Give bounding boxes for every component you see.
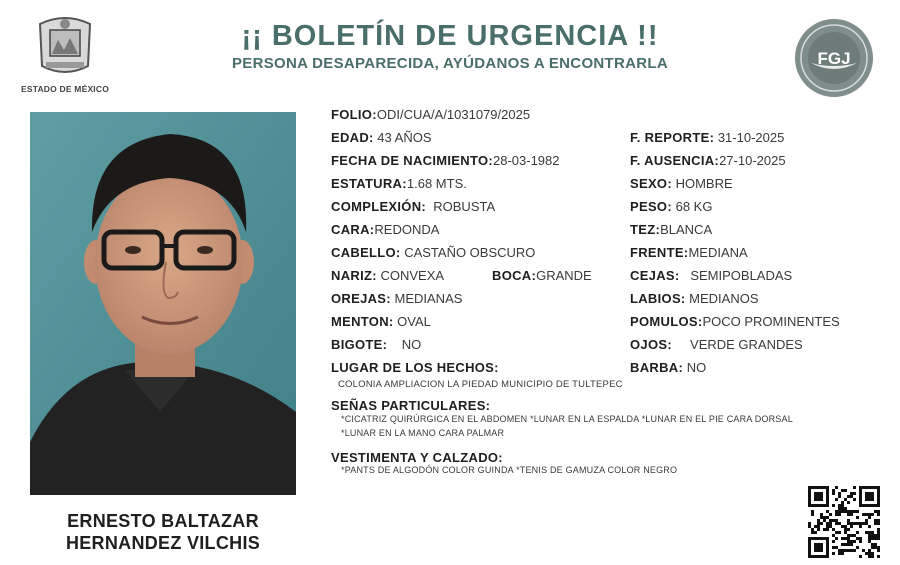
field-bigote — [331, 337, 421, 352]
field-boca — [492, 268, 592, 283]
field-menton — [331, 314, 431, 329]
field-sexo-label: SEXO: — [630, 176, 672, 191]
field-barba — [630, 360, 706, 375]
field-cabello — [331, 245, 535, 260]
field-fecha-nacimiento-label: FECHA DE NACIMIENTO: — [331, 153, 493, 168]
field-nariz-label: NARIZ: — [331, 268, 377, 283]
field-cara — [331, 222, 439, 237]
person-name-line2: HERNANDEZ VILCHIS — [65, 533, 261, 553]
field-f-reporte-label: F. REPORTE: — [630, 130, 715, 145]
field-complexion — [331, 199, 495, 214]
field-estatura — [331, 176, 467, 191]
field-f-reporte-value: 31-10-2025 — [717, 130, 785, 145]
field-frente-value: MEDIANA — [688, 245, 748, 260]
field-pomulos-value: POCO PROMINENTES — [702, 314, 840, 329]
field-boca-value: GRANDE — [536, 268, 592, 283]
field-fecha-nacimiento — [331, 153, 560, 168]
field-estatura-label: ESTATURA: — [331, 176, 407, 191]
field-frente — [630, 245, 748, 260]
lugar-heading: LUGAR DE LOS HECHOS: — [331, 360, 499, 375]
field-orejas — [331, 291, 462, 306]
field-complexion-label: COMPLEXIÓN: — [331, 199, 427, 214]
person-name — [30, 510, 296, 554]
field-folio — [331, 107, 530, 122]
field-cara-label: CARA: — [331, 222, 375, 237]
field-ojos — [630, 337, 803, 352]
field-cejas-value: SEMIPOBLADAS — [690, 268, 793, 283]
field-fecha-nacimiento-value: 28-03-1982 — [493, 153, 560, 168]
field-menton-value: OVAL — [397, 314, 431, 329]
missing-person-photo — [30, 112, 296, 495]
senas-heading: SEÑAS PARTICULARES: — [331, 398, 491, 413]
field-ojos-value: VERDE GRANDES — [690, 337, 803, 352]
field-tez-value: BLANCA — [660, 222, 713, 237]
field-sexo-value: HOMBRE — [675, 176, 733, 191]
field-cabello-value: CASTAÑO OBSCURO — [404, 245, 536, 260]
field-cara-value: REDONDA — [374, 222, 440, 237]
field-labios-label: LABIOS: — [630, 291, 686, 306]
field-bigote-value: NO — [401, 337, 422, 352]
field-peso-value: 68 KG — [675, 199, 713, 214]
field-ojos-label: OJOS: — [630, 337, 672, 352]
lugar-value: COLONIA AMPLIACION LA PIEDAD MUNICIPIO DE TULTEPEC — [338, 379, 623, 390]
field-f-reporte — [630, 130, 784, 145]
fgj-seal-icon — [793, 17, 875, 99]
field-f-ausencia-value: 27-10-2025 — [719, 153, 786, 168]
state-coat-of-arms-icon — [30, 10, 100, 80]
field-bigote-label: BIGOTE: — [331, 337, 388, 352]
field-barba-value: NO — [686, 360, 707, 375]
page-title: ¡¡ BOLETÍN DE URGENCIA !! — [241, 20, 659, 52]
field-folio-value: ODI/CUA/A/1031079/2025 — [376, 107, 531, 122]
field-cabello-label: CABELLO: — [331, 245, 401, 260]
field-edad-value: 43 AÑOS — [377, 130, 432, 145]
field-f-ausencia — [630, 153, 786, 168]
field-peso-label: PESO: — [630, 199, 672, 214]
field-tez-label: TEZ: — [630, 222, 661, 237]
field-nariz — [331, 268, 444, 283]
field-sexo — [630, 176, 733, 191]
field-pomulos-label: POMULOS: — [630, 314, 703, 329]
field-nariz-value: CONVEXA — [380, 268, 445, 283]
vestimenta-line1: *PANTS DE ALGODÓN COLOR GUINDA *TENIS DE GAMUZA COLOR NEGRO — [341, 465, 678, 475]
vestimenta-heading: VESTIMENTA Y CALZADO: — [331, 450, 503, 465]
page-subtitle: PERSONA DESAPARECIDA, AYÚDANOS A ENCONTRARLA — [231, 55, 668, 72]
field-frente-label: FRENTE: — [630, 245, 689, 260]
field-orejas-label: OREJAS: — [331, 291, 391, 306]
field-cejas — [630, 268, 792, 283]
field-labios — [630, 291, 759, 306]
field-pomulos — [630, 314, 840, 329]
field-estatura-value: 1.68 MTS. — [406, 176, 467, 191]
field-peso — [630, 199, 712, 214]
field-labios-value: MEDIANOS — [689, 291, 759, 306]
senas-line1: *CICATRIZ QUIRÚRGICA EN EL ABDOMEN *LUNAR EN LA ESPALDA *LUNAR EN EL PIE CARA DORSAL — [341, 414, 793, 424]
field-f-ausencia-label: F. AUSENCIA: — [630, 153, 720, 168]
state-name: ESTADO DE MÉXICO — [20, 84, 110, 94]
field-boca-label: BOCA: — [492, 268, 537, 283]
person-name-line1: ERNESTO BALTAZAR — [67, 511, 259, 531]
field-menton-label: MENTON: — [331, 314, 394, 329]
svg-text:FGJ: FGJ — [817, 49, 851, 68]
senas-line2: *LUNAR EN LA MANO CARA PALMAR — [341, 428, 505, 438]
field-cejas-label: CEJAS: — [630, 268, 680, 283]
field-edad-label: EDAD: — [331, 130, 374, 145]
field-edad — [331, 130, 432, 145]
field-folio-label: FOLIO: — [331, 107, 377, 122]
field-tez — [630, 222, 712, 237]
field-complexion-value: ROBUSTA — [433, 199, 496, 214]
field-orejas-value: MEDIANAS — [394, 291, 463, 306]
qr-code-icon[interactable] — [808, 486, 880, 558]
field-barba-label: BARBA: — [630, 360, 684, 375]
